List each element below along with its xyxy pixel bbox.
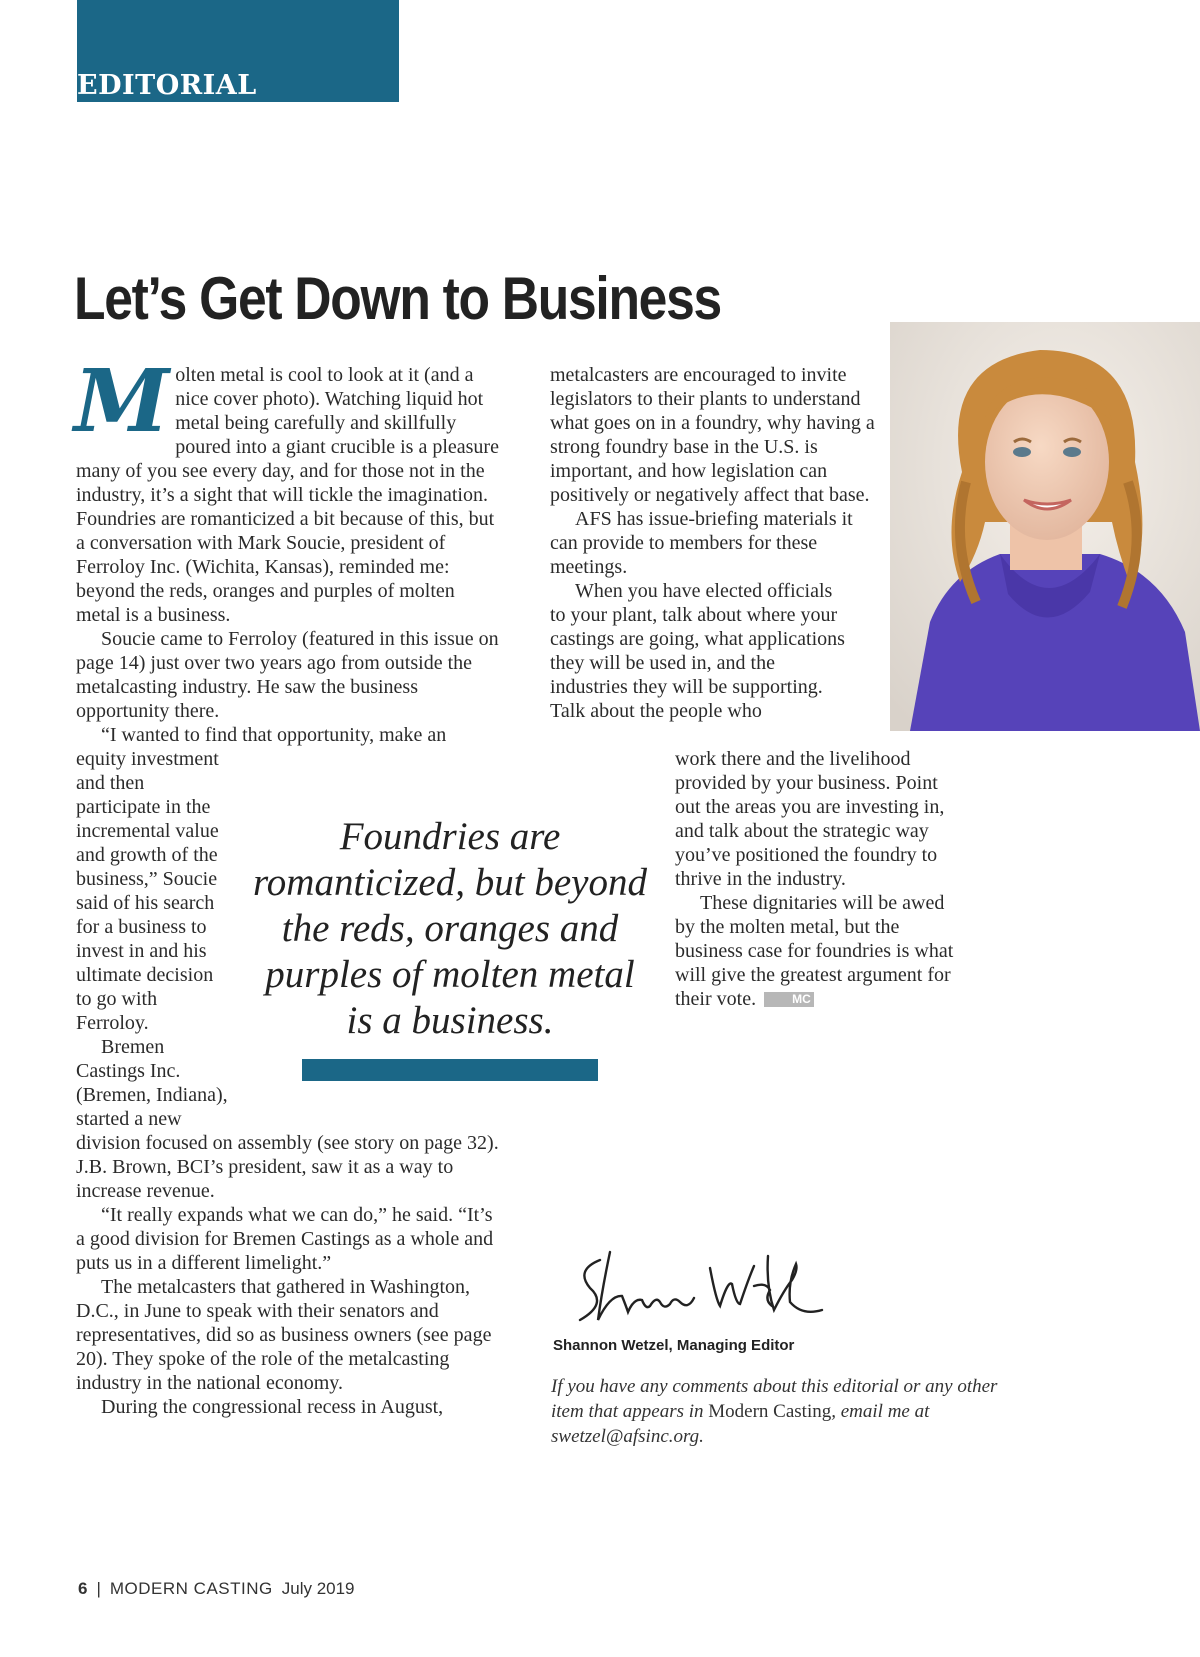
paragraph: metalcasters are encouraged to invite legislators to their plants to understand what goes on in a foundry, why having a strong foundry base in the U.S. is important, and how legislation can positively or negatively affect that base. [550,364,875,506]
headline: Let’s Get Down to Business [74,265,721,332]
contact-text: , email me at swetzel@afsinc.org. [551,1401,930,1447]
article-column-2 [550,363,880,723]
paragraph [74,351,504,627]
page-footer [78,1579,355,1599]
section-label: EDITORIAL [77,70,257,101]
author-name: Shannon Wetzel, Managing Editor [553,1337,795,1354]
paragraph: During the congressional recess in August, [101,1396,444,1418]
paragraph [675,891,957,1011]
paragraph: Soucie came to Ferroloy (featured in this issue on page 14) just over two years ago from outside the metalcasting industry. He saw the business opportunity there. [76,628,499,722]
paragraph: When you have elected officials to your plant, talk about where your castings are going, what applications they will be used in, and the industries they will be supporting. Talk about the people who [550,580,845,722]
article-column-2-continued [675,747,957,1011]
page-number: 6 [78,1579,88,1598]
drop-cap: M [74,351,170,452]
pull-quote-bar [302,1059,598,1081]
paragraph: division focused on assembly (see story on page 32). J.B. Brown, BCI’s president, saw it as a way to increase revenue. [76,1132,499,1202]
issue-date: July 2019 [281,1579,355,1598]
paragraph-text: olten metal is cool to look at it (and a nice cover photo). Watching liquid hot metal being carefully and skillfully poured into a giant crucible is a pleasure many of you see every day, and for those not in the industry, it’s a sight that will tickle the imagination. Foundries are romanticized a bit because of this, but a conversation with Mark Soucie, president of Ferroloy Inc. (Wichita, Kansas), reminded me: beyond the reds, oranges and purples of molten metal is a business. [76,364,499,626]
paragraph: AFS has issue-briefing materials it can provide to members for these meetings. [550,508,853,578]
paragraph: work there and the livelihood provided by your business. Point out the areas you are investing in, and talk about the strategic way you’ve positioned the foundry to thrive in the industry. [675,748,945,890]
paragraph-wrap: Bremen Castings Inc. (Bremen, Indiana), started a new [76,1036,228,1130]
paragraph-wrap: equity investment and then participate in the incremental value and growth of the business,” Soucie said of his search for a business to invest in and his ultimate decision to go with Ferroloy. [76,748,219,1034]
author-portrait [890,322,1200,731]
end-mark: MC [764,992,814,1007]
paragraph: The metalcasters that gathered in Washington, D.C., in June to speak with their senators and representatives, did so as business owners (see page 20). They spoke of the role of the metalcasting industry in the national economy. [76,1276,492,1394]
contact-note [551,1374,1021,1449]
paragraph-text: These dignitaries will be awed by the molten metal, but the business case for foundries is what will give the greatest argument for their vote. [675,892,954,1010]
paragraph: “It really expands what we can do,” he said. “It’s a good division for Bremen Castings as a whole and puts us in a different limelight.” [76,1204,494,1274]
signature [570,1240,840,1330]
publication-name: Modern Casting [708,1401,832,1422]
footer-divider: | [96,1579,101,1598]
pull-quote: Foundries are romanticized, but beyond the reds, oranges and purples of molten metal is a business. [253,815,647,1042]
magazine-name: MODERN CASTING [109,1579,273,1598]
contact-text: If you have any comments about this editorial or any other item that appears in [551,1376,998,1422]
paragraph-lead: “I wanted to find that opportunity, make an [101,724,447,746]
